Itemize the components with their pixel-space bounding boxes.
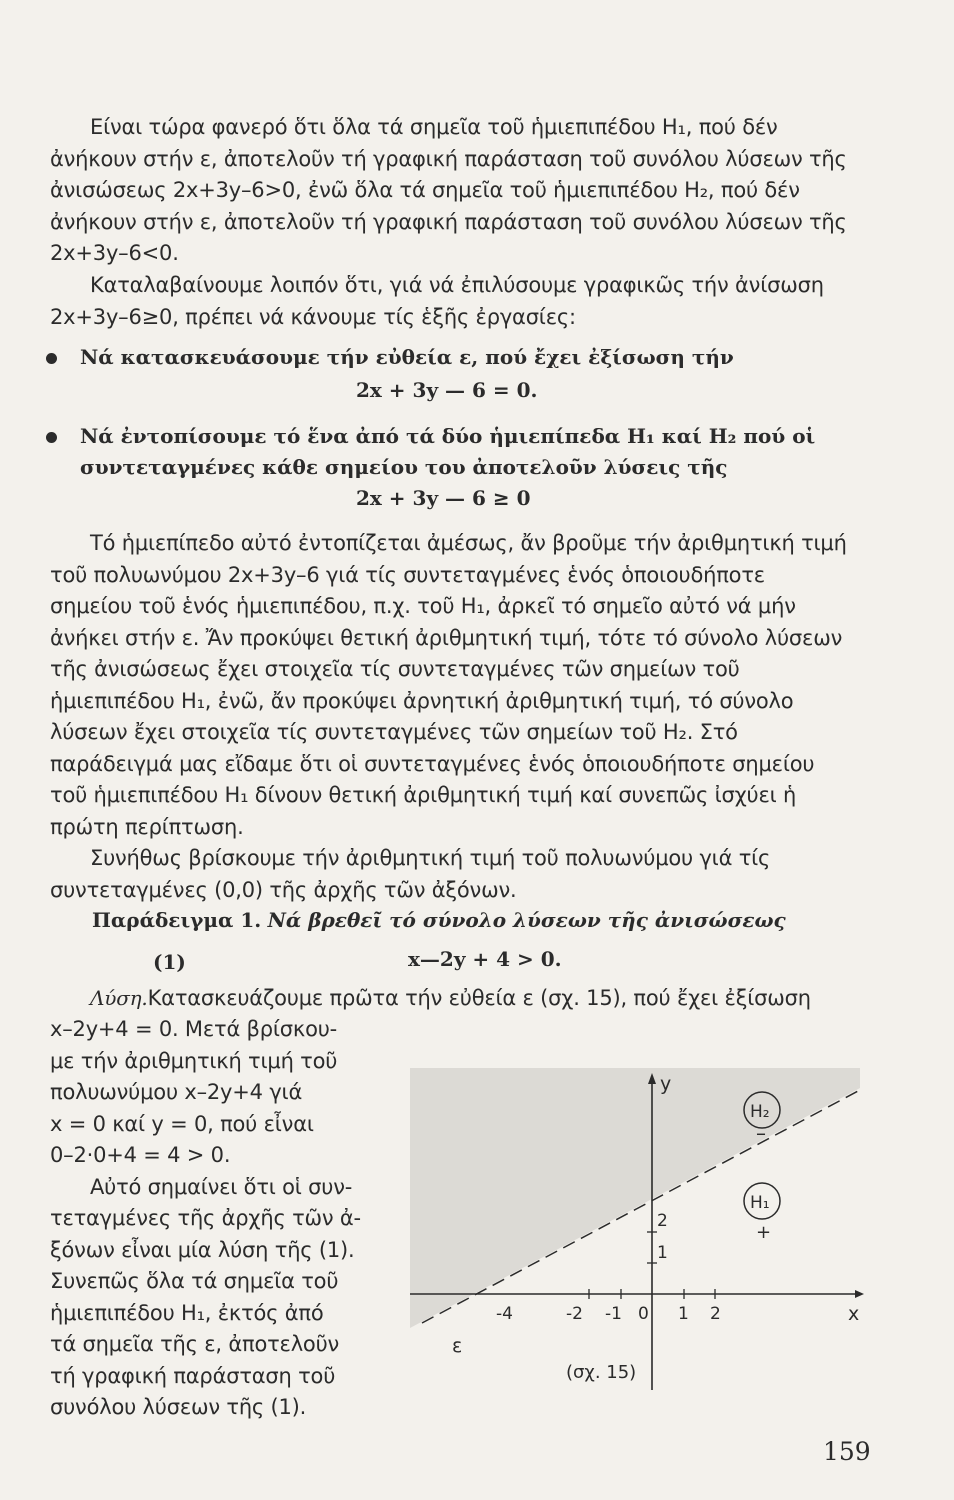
- minus-sign: –: [756, 1121, 766, 1145]
- text-line: τεταγμένες τῆς ἀρχῆς τῶν ἀ-: [50, 1206, 361, 1230]
- text-line: με τήν ἀριθμητική τιμή τοῦ: [50, 1048, 338, 1073]
- text-line: Αὐτό σημαίνει ὅτι οἱ συν-: [90, 1174, 353, 1199]
- example-equation-label: (1): [153, 950, 186, 974]
- shaded-half-plane-h2: [410, 1068, 860, 1328]
- text-line: x–2y+4 = 0. Μετά βρίσκου-: [50, 1017, 338, 1041]
- example-heading: [92, 905, 852, 936]
- figure-15: [400, 1060, 880, 1400]
- example-equation: x—2y + 4 > 0.: [408, 947, 562, 971]
- y-tick-label: 1: [657, 1243, 668, 1263]
- h2-label: H₂: [750, 1102, 770, 1122]
- text-line: ξόνων εἶναι μία λύση τῆς (1).: [50, 1237, 355, 1262]
- body-paragraph-4: Συνήθως βρίσκουμε τήν ἀριθμητική τιμή τοῦ πολυωνύμου γιά τίς συντεταγμένες (0,0) τῆς ἀρχῆς τῶν ἀξόνων.: [50, 846, 771, 902]
- text-line: συνόλου λύσεων τῆς (1).: [50, 1395, 307, 1419]
- text-line: x = 0 καί y = 0, πού εἶναι: [50, 1111, 314, 1136]
- x-tick-label: 0: [638, 1304, 649, 1324]
- solution-label: Λύση.: [90, 986, 148, 1010]
- solution-narrow-column: [50, 1014, 390, 1424]
- text-line: πολυωνύμου x–2y+4 γιά: [50, 1080, 303, 1104]
- solution-first-line: [90, 983, 870, 1015]
- x-tick-label: -4: [496, 1304, 513, 1324]
- y-tick-label: 2: [657, 1211, 668, 1231]
- y-axis-label: y: [660, 1073, 672, 1095]
- text-line: Συνεπῶς ὅλα τά σημεῖα τοῦ: [50, 1269, 339, 1293]
- intro-paragraph-2: Καταλαβαίνουμε λοιπόν ὅτι, γιά νά ἐπιλύσουμε γραφικῶς τήν ἀνίσωση 2x+3y–6≥0, πρέπει νά κάνουμε τίς ἑξῆς ἐργασίες:: [50, 273, 824, 329]
- figure-caption: (σχ. 15): [566, 1362, 637, 1383]
- x-tick-label: -2: [566, 1304, 583, 1324]
- text-line: τή γραφική παράσταση τοῦ: [50, 1363, 336, 1388]
- plus-sign: +: [756, 1222, 772, 1243]
- bullet-icon: [46, 353, 57, 364]
- body-paragraph-3: Τό ἡμιεπίπεδο αὐτό ἐντοπίζεται ἀμέσως, ἄν βροῦμε τήν ἀριθμητική τιμή τοῦ πολυωνύμου 2x+3y–6 γιά τίς συντεταγμένες ἑνός ὁποιουδήποτε σημείου τοῦ ἑνός ἡμιεπιπέδου, π.χ. τοῦ H₁, ἀρκεῖ τό σημεῖο αὐτό νά μήν ἀνήκει στήν ε. Ἄν προκύψει θετική ἀριθμητική τιμή, τότε τό σύνολο λύσεων τῆς ἀνισώσεως ἔχει στοιχεῖα τίς συντεταγμένες τῶν σημείων τοῦ ἡμιεπιπέδου H₁, ἐνῶ, ἄν προκύψει ἀρνητική ἀριθμητική τιμή, τό σύνολο λύσεων ἔχει στοιχεῖα τίς συντεταγμένες τῶν σημείων τοῦ H₂. Στό παράδειγμά μας εἴδαμε ὅτι οἱ συντεταγμένες ἑνός ὁποιουδήποτε σημείου τοῦ ἡμιεπιπέδου H₁ δίνουν θετική ἀριθμητική τιμή καί συνεπῶς ἰσχύει ἡ πρώτη περίπτωση.: [50, 531, 847, 839]
- x-axis-arrow-icon: [855, 1290, 864, 1298]
- text-line: ἡμιεπιπέδου H₁, ἐκτός ἀπό: [50, 1300, 324, 1325]
- line-label: ε: [452, 1335, 463, 1357]
- page-number: 159: [823, 1437, 871, 1466]
- step-2-equation: 2x + 3y — 6 ≥ 0: [356, 486, 531, 510]
- example-statement: Νά βρεθεῖ τό σύνολο λύσεων τῆς ἀνισώσεως: [267, 908, 786, 932]
- text-line: τά σημεῖα τῆς ε, ἀποτελοῦν: [50, 1332, 340, 1356]
- intro-paragraph-1: Είναι τώρα φανερό ὅτι ὅλα τά σημεῖα τοῦ ἡμιεπιπέδου H₁, πού δέν ἀνήκουν στήν ε, ἀποτελοῦν τή γραφική παράσταση τοῦ συνόλου λύσεων τῆς ἀνισώσεως 2x+3y–6>0, ἐνῶ ὅλα τά σημεῖα τοῦ ἡμιεπιπέδου H₂, πού δέν ἀνήκουν στήν ε, ἀποτελοῦν τή γραφική παράσταση τοῦ συνόλου λύσεων τῆς 2x+3y–6<0.: [50, 115, 847, 265]
- x-tick-label: 2: [710, 1304, 721, 1324]
- x-tick-label: -1: [605, 1304, 622, 1324]
- step-1-equation: 2x + 3y — 6 = 0.: [356, 378, 538, 402]
- step-1-text: Νά κατασκευάσουμε τήν εὐθεία ε, πού ἔχει ἐξίσωση τήν: [80, 345, 734, 369]
- h1-label: H₁: [750, 1193, 770, 1213]
- example-title: Παράδειγμα 1.: [92, 908, 262, 932]
- step-2-text: Νά ἐντοπίσουμε τό ἕνα ἀπό τά δύο ἡμιεπίπεδα H₁ καί H₂ πού οἱ συντεταγμένες κάθε σημείου του ἀποτελοῦν λύσεις τῆς: [80, 424, 816, 479]
- x-axis-label: x: [848, 1303, 860, 1325]
- bullet-icon: [46, 432, 57, 443]
- solution-text: Κατασκευάζουμε πρῶτα τήν εὐθεία ε (σχ. 15), πού ἔχει ἐξίσωση: [147, 986, 811, 1010]
- x-tick-label: 1: [678, 1304, 689, 1324]
- text-line: 0–2·0+4 = 4 > 0.: [50, 1143, 231, 1167]
